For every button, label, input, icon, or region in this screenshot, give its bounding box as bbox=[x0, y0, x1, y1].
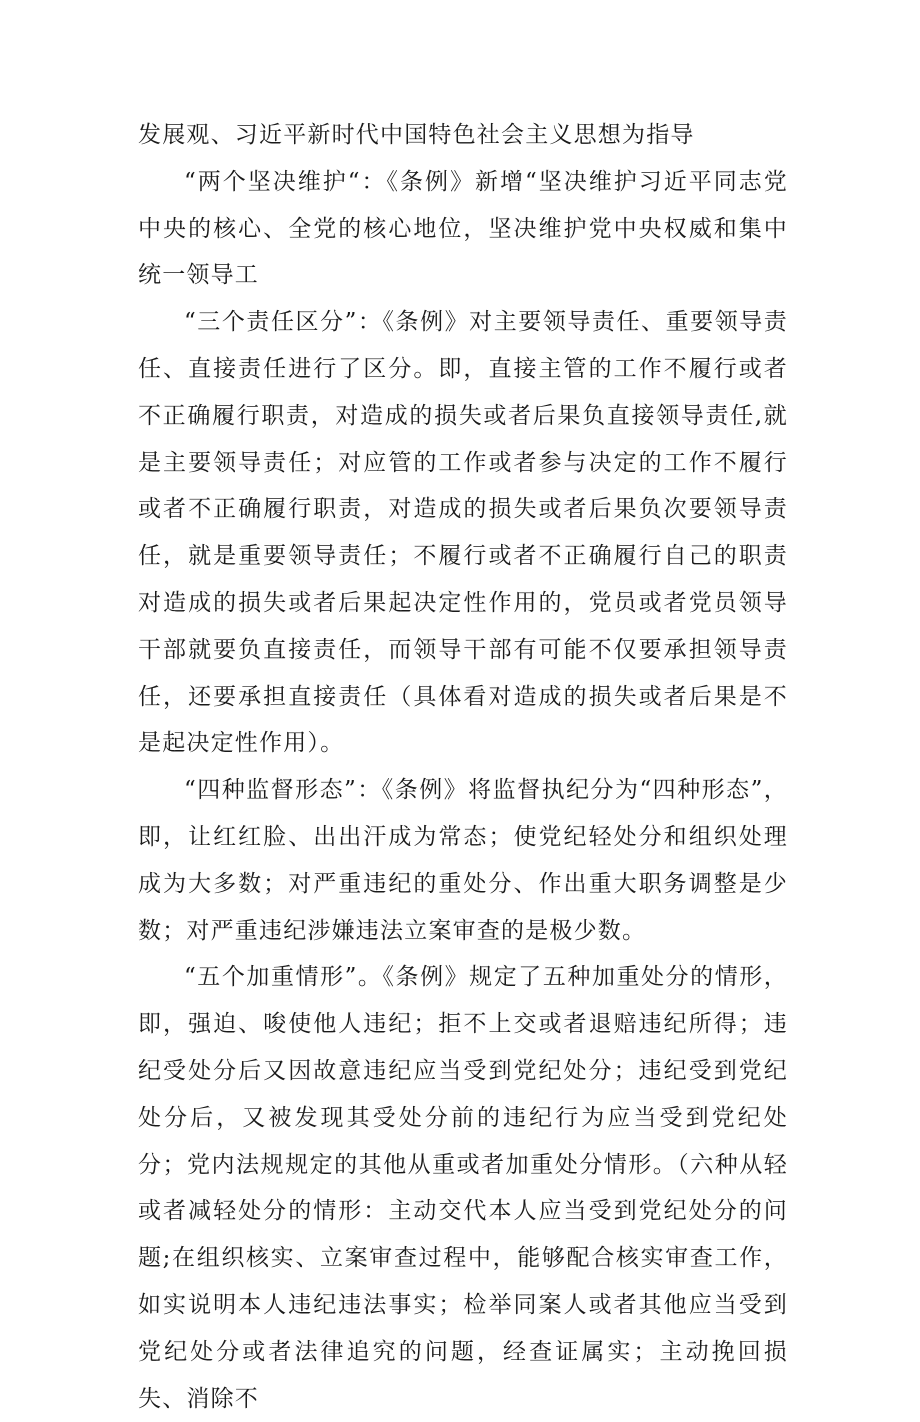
paragraph-3: “三个责任区分”：《条例》对主要领导责任、重要领导责任、直接责任进行了区分。即，直接主管的工作不履行或者不正确履行职责，对造成的损失或者后果负直接领导责任,就是主要领导责任；对应管的工作或者参与决定的工作不履行或者不正确履行职责，对造成的损失或者后果负次要领导责任，就是重要领导责任；不履行或者不正确履行自己的职责对造成的损失或者后果起决定性作用的，党员或者党员领导干部就要负直接责任，而领导干部有可能不仅要承担领导责任，还要承担直接责任（具体看对造成的损失或者后果是不是起决定性作用）。 bbox=[138, 309, 788, 757]
paragraph-4: “四种监督形态”：《条例》将监督执纪分为“四种形态”，即，让红红脸、出出汗成为常态；使党纪轻处分和组织处理成为大多数；对严重违纪的重处分、作出重大职务调整是少数；对严重违纪涉嫌违法立案审查的是极少数。 bbox=[138, 777, 788, 944]
paragraph-1: 发展观、习近平新时代中国特色社会主义思想为指导 bbox=[138, 122, 695, 148]
document-body bbox=[138, 112, 788, 1422]
paragraph-5: “五个加重情形”。《条例》规定了五种加重处分的情形，即，强迫、唆使他人违纪；拒不上交或者退赔违纪所得；违纪受处分后又因故意违纪应当受到党纪处分；违纪受到党纪处分后，又被发现其受处分前的违纪行为应当受到党纪处分；党内法规规定的其他从重或者加重处分情形。（六种从轻或者减轻处分的情形：主动交代本人应当受到党纪处分的问题;在组织核实、立案审查过程中，能够配合核实审查工作，如实说明本人违纪违法事实；检举同案人或者其他应当受到党纪处分或者法律追究的问题，经查证属实；主动挽回损失、消除不 bbox=[138, 964, 788, 1412]
paragraph-2: “两个坚决维护“：《条例》新增“坚决维护习近平同志党中央的核心、全党的核心地位，坚决维护党中央权威和集中统一领导工 bbox=[138, 168, 788, 289]
